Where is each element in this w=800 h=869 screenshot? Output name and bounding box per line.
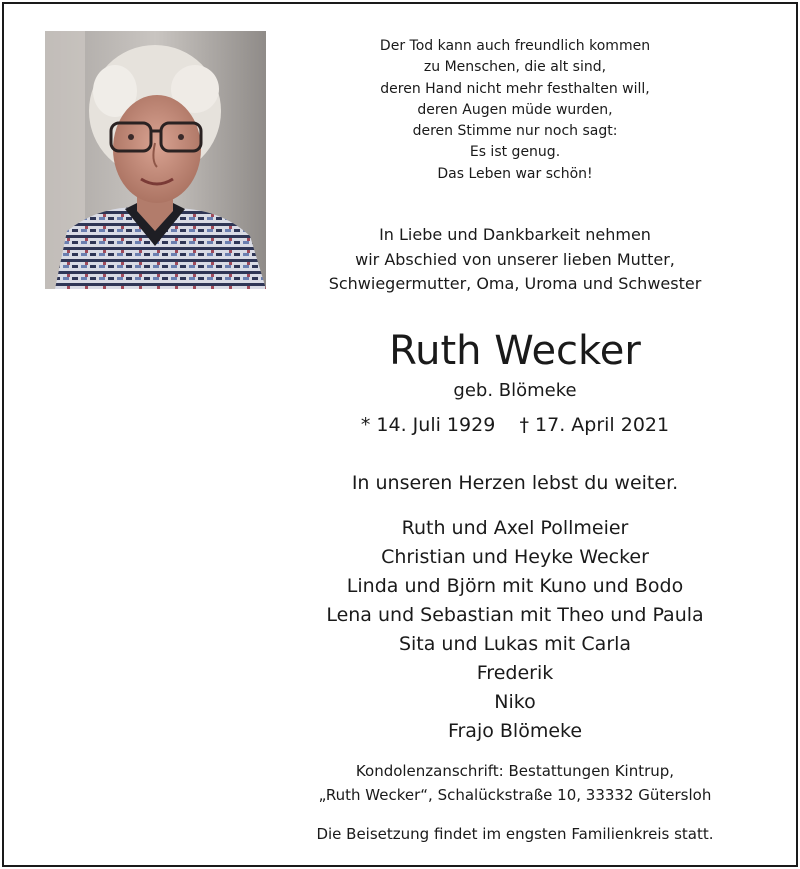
intro-line: wir Abschied von unserer lieben Mutter, (355, 249, 675, 269)
family-member: Ruth und Axel Pollmeier (401, 517, 629, 539)
birth-date: * 14. Juli 1929 (360, 414, 496, 436)
birth-name: geb. Blömeke (453, 380, 577, 401)
condolence-line: Kondolenzanschrift: Bestattungen Kintrup, (355, 762, 675, 780)
family-member: Frederik (476, 662, 554, 684)
family-member: Sita und Lukas mit Carla (398, 633, 632, 655)
death-date: 17. April 2021 (535, 414, 670, 436)
family-member: Frajo Blömeke (447, 720, 583, 742)
poem-line: deren Stimme nur noch sagt: (412, 123, 618, 140)
family-member: Linda und Björn mit Kuno und Bodo (346, 575, 684, 597)
family-member: Lena und Sebastian mit Theo und Paula (326, 604, 704, 626)
family-member: Niko (494, 691, 536, 713)
life-dates (266, 411, 764, 439)
portrait-photo (45, 31, 266, 289)
family-list (266, 514, 764, 746)
poem-line: deren Augen müde wurden, (417, 101, 613, 118)
cross-icon: † (519, 414, 529, 436)
poem-line: Der Tod kann auch freundlich kommen (379, 38, 651, 54)
intro-line: In Liebe und Dankbarkeit nehmen (379, 225, 651, 244)
deceased-name: Ruth Wecker (389, 328, 641, 374)
intro-line: Schwiegermutter, Oma, Uroma und Schwester (328, 274, 702, 293)
condolence-address (266, 760, 764, 807)
family-member: Christian und Heyke Wecker (381, 546, 649, 568)
motto: In unseren Herzen lebst du weiter. (351, 472, 679, 494)
poem-line: Es ist genug. (469, 144, 561, 161)
portrait-image (45, 31, 266, 289)
poem-line: deren Hand nicht mehr festhalten will, (380, 80, 650, 97)
poem-line: Das Leben war schön! (437, 165, 593, 182)
poem (266, 36, 764, 185)
funeral-note: Die Beisetzung findet im engsten Familienkreis statt. (316, 825, 714, 843)
condolence-line: „Ruth Wecker“, Schalückstraße 10, 33332 Gütersloh (318, 785, 712, 804)
farewell-intro (266, 223, 764, 297)
poem-line: zu Menschen, die alt sind, (423, 59, 607, 76)
obituary-notice (2, 2, 798, 867)
